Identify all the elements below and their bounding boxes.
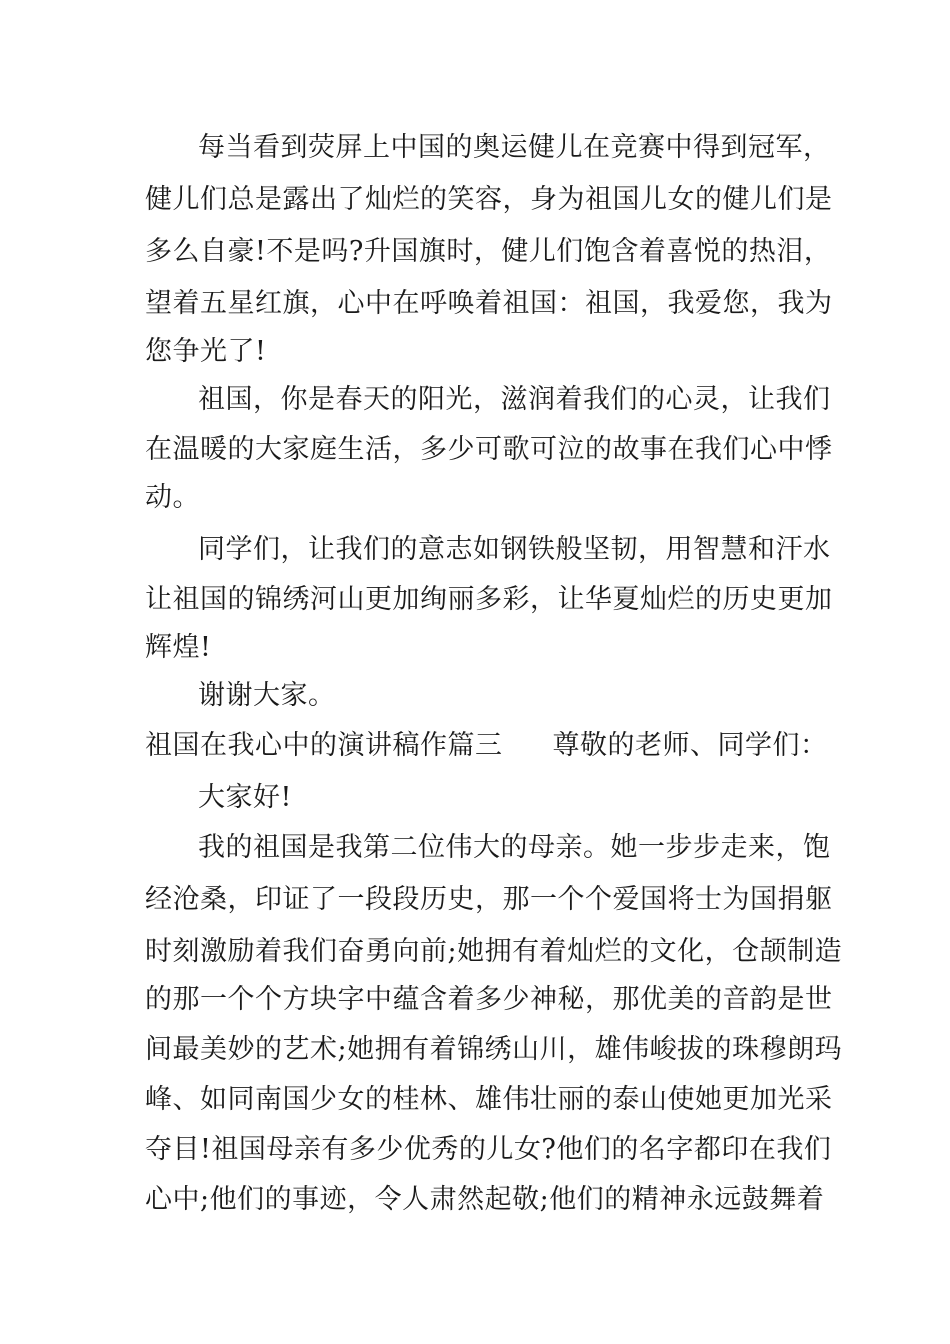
paragraph-line: 同学们，让我们的意志如钢铁般坚韧，用智慧和汗水 [198,534,831,565]
section-title: 祖国在我心中的演讲稿作篇三 [145,730,503,761]
paragraph-line: 健儿们总是露出了灿烂的笑容，身为祖国儿女的健儿们是 [145,184,833,215]
paragraph-line: 每当看到荧屏上中国的奥运健儿在竞赛中得到冠军， [198,132,831,163]
paragraph-line: 让祖国的锦绣河山更加绚丽多彩，让华夏灿烂的历史更加 [145,584,833,615]
paragraph-line: 辉煌! [145,632,212,663]
section-heading [145,726,828,766]
paragraph-line: 时刻激励着我们奋勇向前;她拥有着灿烂的文化，仓颉制造 [145,936,843,967]
paragraph-line: 您争光了! [145,336,267,367]
paragraph-line: 经沧桑，印证了一段段历史，那一个个爱国将士为国捐躯 [145,884,833,915]
closing-line: 谢谢大家。 [198,680,336,711]
paragraph-line: 在温暖的大家庭生活，多少可歌可泣的故事在我们心中悸 [145,434,833,465]
paragraph-line: 的那一个个方块字中蕴含着多少神秘，那优美的音韵是世 [145,984,833,1015]
paragraph-line: 祖国，你是春天的阳光，滋润着我们的心灵，让我们 [198,384,831,415]
paragraph-line: 多么自豪!不是吗?升国旗时，健儿们饱含着喜悦的热泪， [145,236,832,267]
greeting-line: 大家好! [198,782,292,813]
paragraph-line: 望着五星红旗，心中在呼唤着祖国：祖国，我爱您，我为 [145,288,833,319]
paragraph-line: 峰、如同南国少女的桂林、雄伟壮丽的泰山使她更加光采 [145,1084,833,1115]
section-salutation: 尊敬的老师、同学们： [552,730,828,761]
paragraph-line: 夺目!祖国母亲有多少优秀的儿女?他们的名字都印在我们 [145,1134,832,1165]
paragraph-line: 动。 [145,482,200,513]
paragraph-line: 间最美妙的艺术;她拥有着锦绣山川，雄伟峻拔的珠穆朗玛 [145,1034,843,1065]
paragraph-line: 心中;他们的事迹，令人肃然起敬;他们的精神永远鼓舞着 [145,1184,825,1215]
paragraph-line: 我的祖国是我第二位伟大的母亲。她一步步走来，饱 [198,832,831,863]
